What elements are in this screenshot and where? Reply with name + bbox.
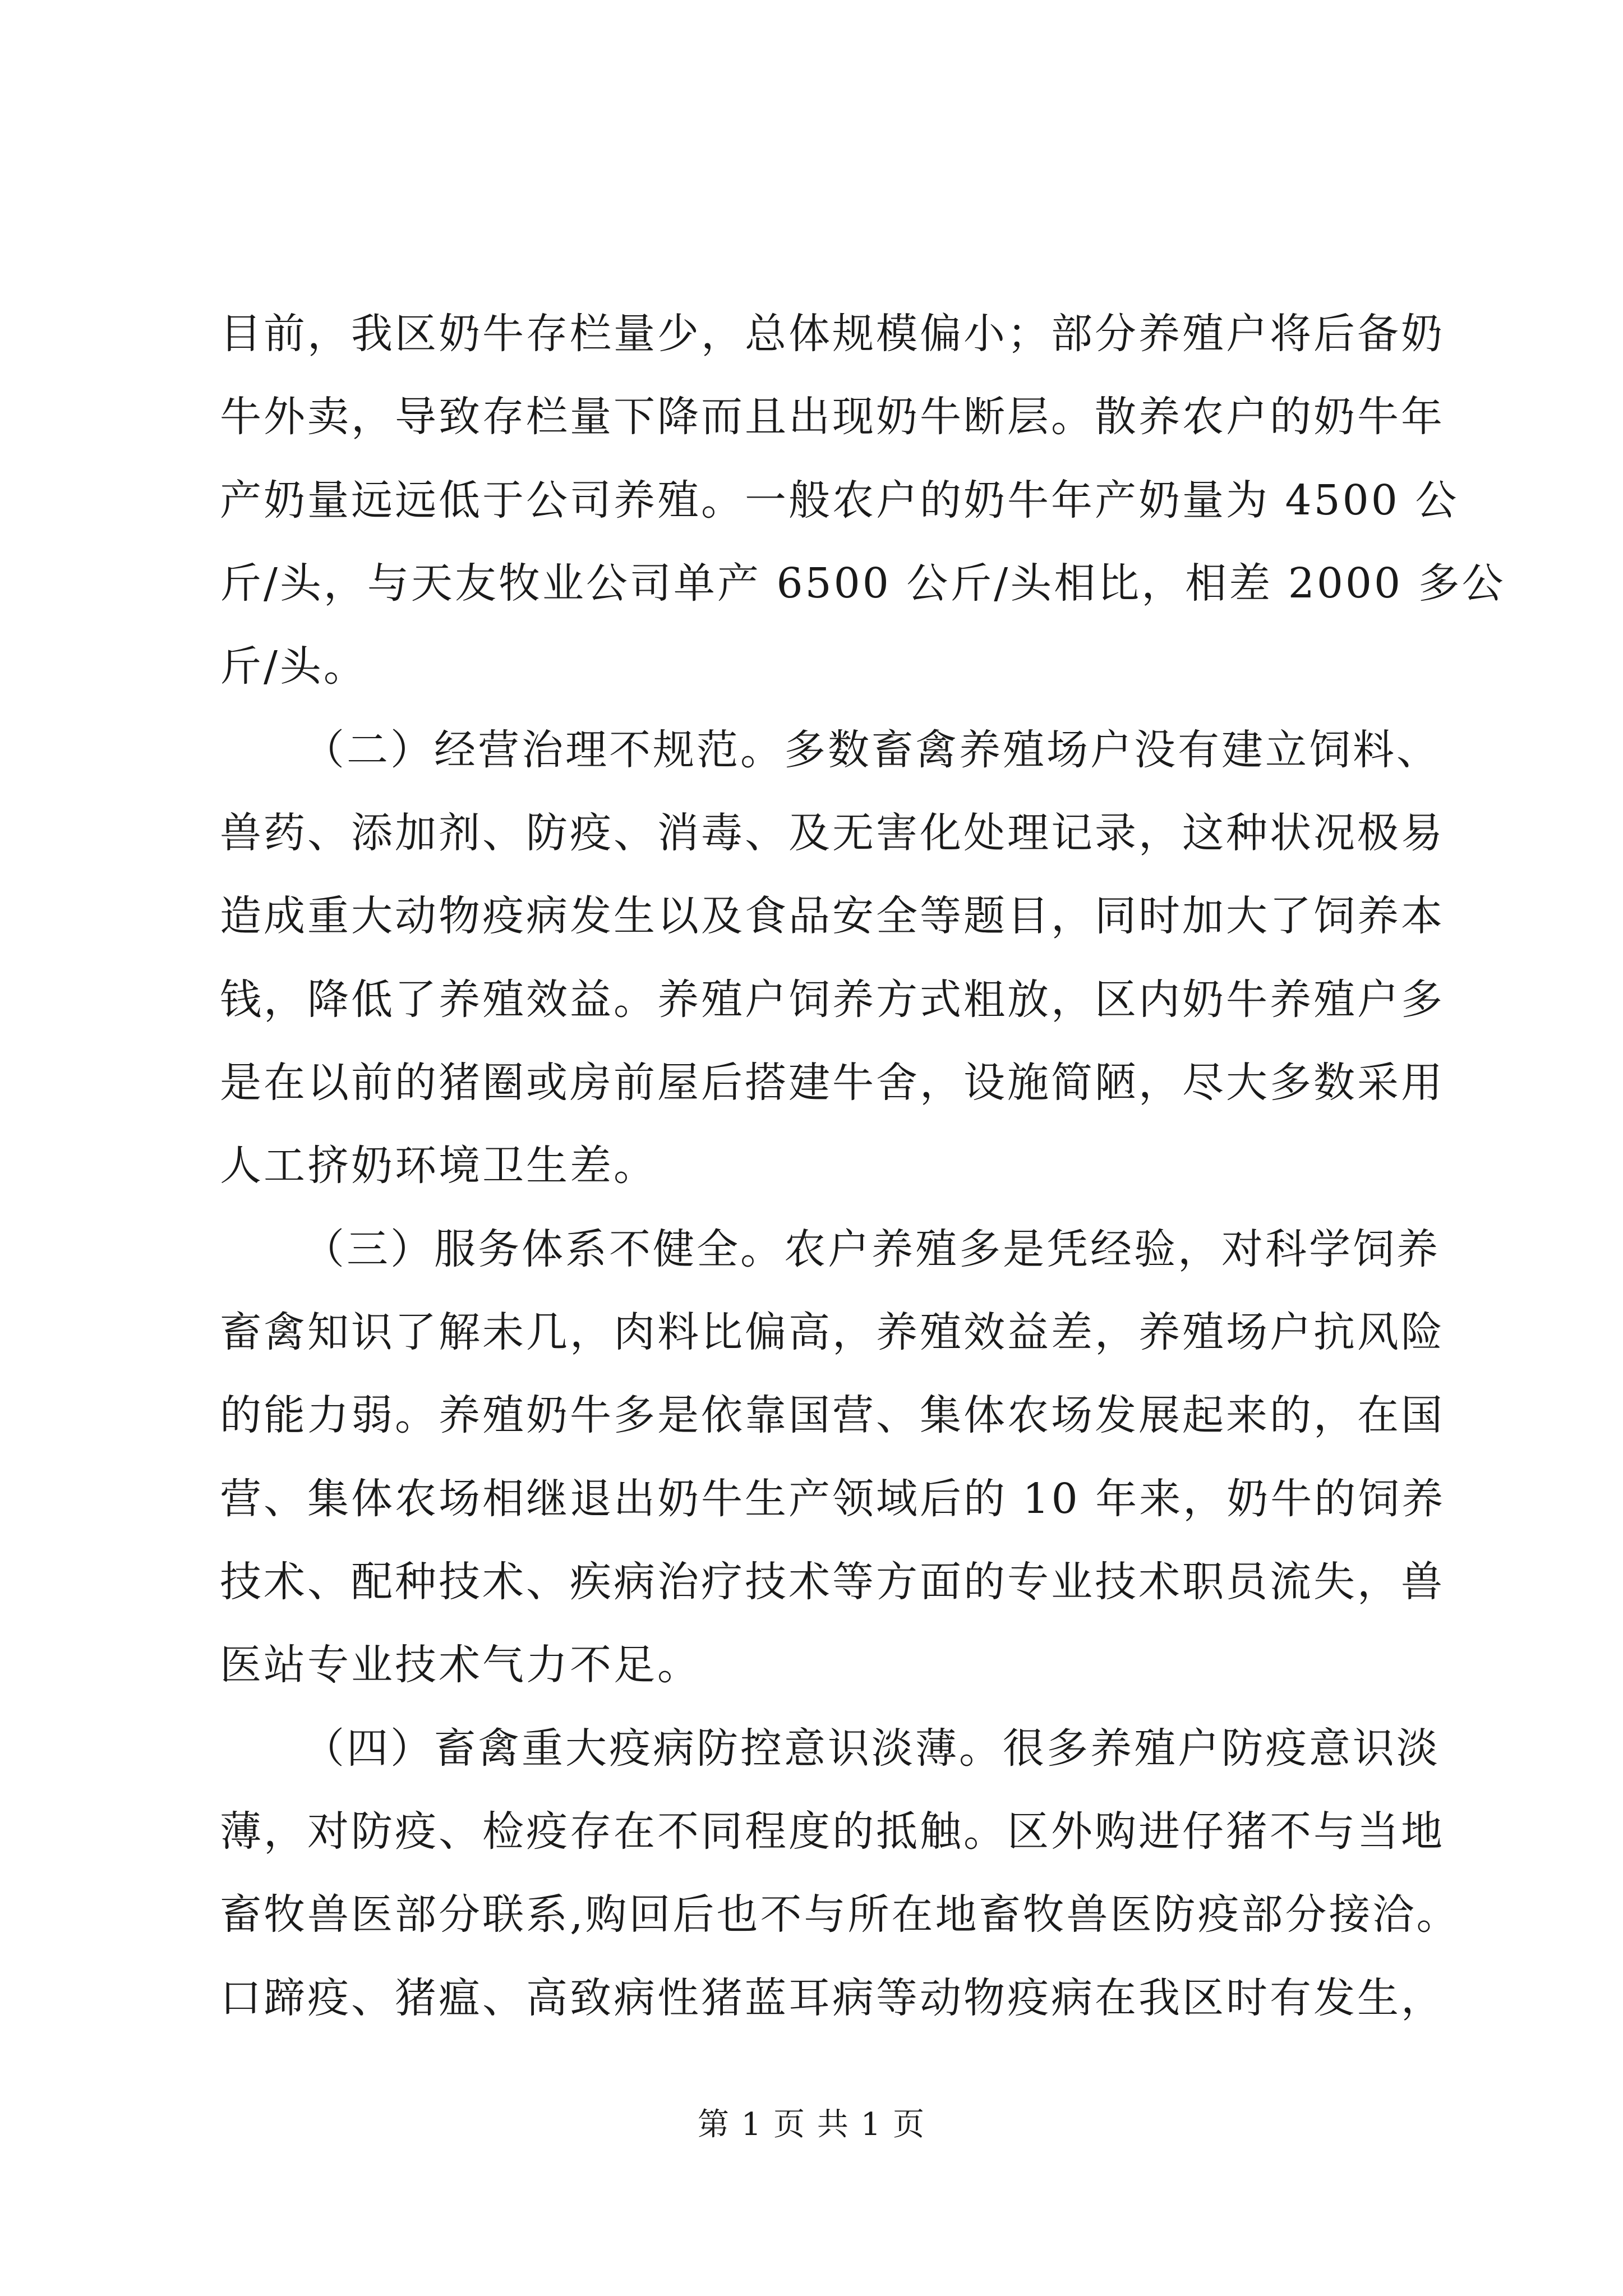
text-line: 产奶量远远低于公司养殖。一般农户的奶牛年产奶量为 4500 公: [220, 476, 1459, 524]
paragraph-heading-line: （二）经营治理不规范。多数畜禽养殖场户没有建立饲料、: [303, 726, 1440, 774]
page-footer: 第 1 页 共 1 页: [697, 2106, 926, 2143]
text-line: 人工挤奶环境卫生差。: [220, 1142, 657, 1190]
paragraph-heading-line: （四）畜禽重大疫病防控意识淡薄。很多养殖户防疫意识淡: [303, 1724, 1440, 1773]
text-line: 牛外卖，导致存栏量下降而且出现奶牛断层。散养农户的奶牛年: [220, 393, 1445, 441]
text-line: 营、集体农场相继退出奶牛生产领域后的 10 年来，奶牛的饲养: [220, 1475, 1446, 1523]
text-line: 薄，对防疫、检疫存在不同程度的抵触。区外购进仔猪不与当地: [220, 1807, 1445, 1856]
text-line: 口蹄疫、猪瘟、高致病性猪蓝耳病等动物疫病在我区时有发生，: [220, 1974, 1445, 2022]
text-line: 钱，降低了养殖效益。养殖户饲养方式粗放，区内奶牛养殖户多: [220, 976, 1445, 1024]
text-line: 目前，我区奶牛存栏量少，总体规模偏小；部分养殖户将后备奶: [220, 310, 1445, 358]
text-line: 斤/头，与天友牧业公司单产 6500 公斤/头相比，相差 2000 多公: [220, 559, 1506, 608]
paragraph-heading-line: （三）服务体系不健全。农户养殖多是凭经验，对科学饲养: [303, 1225, 1440, 1273]
text-line: 医站专业技术气力不足。: [220, 1641, 701, 1689]
text-line: 是在以前的猪圈或房前屋后搭建牛舍，设施简陋，尽大多数采用: [220, 1059, 1445, 1107]
text-line: 兽药、添加剂、防疫、消毒、及无害化处理记录，这种状况极易: [220, 809, 1445, 857]
text-line: 畜牧兽医部分联系,购回后也不与所在地畜牧兽医防疫部分接洽。: [220, 1890, 1460, 1939]
text-line: 斤/头。: [220, 642, 367, 691]
text-line: 造成重大动物疫病发生以及食品安全等题目，同时加大了饲养本: [220, 892, 1445, 940]
text-line: 的能力弱。养殖奶牛多是依靠国营、集体农场发展起来的，在国: [220, 1391, 1445, 1439]
text-line: 技术、配种技术、疾病治疗技术等方面的专业技术职员流失，兽: [220, 1558, 1445, 1606]
text-line: 畜禽知识了解未几，肉料比偏高，养殖效益差，养殖场户抗风险: [220, 1308, 1445, 1356]
